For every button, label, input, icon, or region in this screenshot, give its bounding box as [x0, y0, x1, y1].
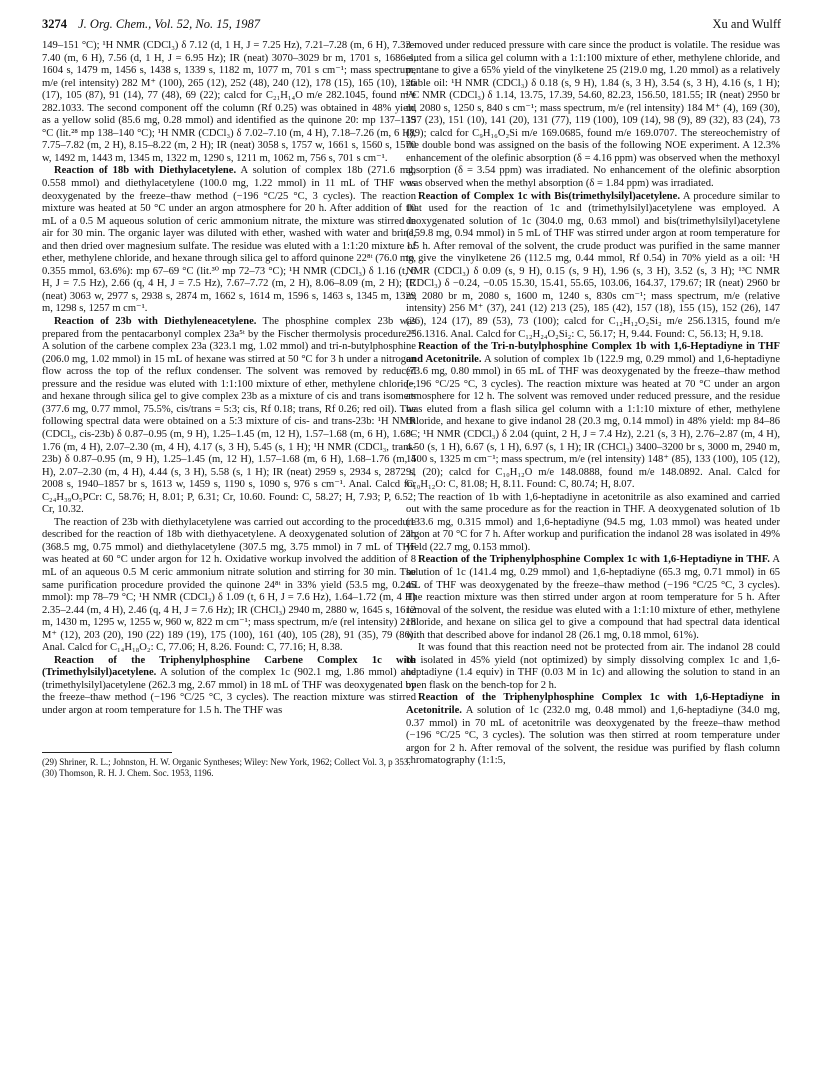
paragraph-heading: Reaction of 23b with Diethyleneacetylene.: [54, 316, 257, 328]
running-authors: Xu and Wulff: [712, 17, 781, 31]
paragraph-text: A solution of 1c (141.4 mg, 0.29 mmol) and 1,6-heptadiyne (65.3 mg, 0.71 mmol) in 65 mL of THF was deoxygenated by the freeze–thaw method (−196 °C/25 °C, 3 cycles). The reaction mixture was then stirred under argon at room temperature for 5 h. After removal of the solvent, the residue was eluted with a 1:1:10 mixture of ether, methylene chloride, and hexane on silica gel to give a compound that had spectral data identical with that described above for indanol 28 (26.1 mg, 0.18 mmol, 61%).: [406, 554, 780, 641]
paragraph: [406, 40, 780, 191]
paragraph: [406, 492, 780, 555]
paragraph-text: A solution of complex 1b (122.9 mg, 0.29 mmol) and 1,6-heptadiyne (73.6 mg, 0.80 mmol) in 65 mL of THF was deoxygenated by the freeze–thaw method (−196 °C/25 °C, 3 cycles). The reaction mixture was heated at 70 °C under an argon atmosphere for 12 h. The solvent was removed under reduced pressure, and the residue was eluted from a flash silica gel column with a 1:1:10 mixture of ether, methylene chloride, and hexane to give indanol 28 (20.3 mg, 0.14 mmol) in 48% yield: mp 84–86 °C; ¹H NMR (CDCl₃) δ 2.04 (quint, 2 H, J = 7.4 Hz), 2.21 (s, 3 H), 2.76–2.87 (m, 4 H), 4.50 (s, 1 H), 6.67 (s, 1 H), 6.97 (s, 1 H); IR (CHCl₃) 3400–3200 br s, 3000 m, 2940 m, 1500 s, 1325 m cm⁻¹; mass spectrum, m/e (rel intensity) 148⁺ (85), 133 (100), 105 (12), 91 (20); calcd for C₁₀H₁₂O m/e 148.0888, found m/e 148.0892. Anal. Calcd for C₁₀H₁₂O: C, 81.08; H, 8.11. Found: C, 80.74; H, 8.07.: [406, 353, 780, 491]
paragraph: [42, 316, 416, 517]
paragraph-text: It was found that this reaction need not be protected from air. The indanol 28 could be isolated in 45% yield (not optimized) by simply dissolving complex 1c and 1,6-heptadiyne (1.4 equiv) in THF (0.03 M in 1c) and allowing the solution to stand in an open flask on the bench-top for 2 h.: [406, 642, 780, 691]
paragraph-text: The reaction of 1b with 1,6-heptadiyne in acetonitrile as also examined and carried out with the same procedure as for the reaction in THF. A deoxygenated solution of 1b (133.6 mg, 0.315 mmol) and 1,6-heptadiyne (94.5 mg, 1.03 mmol) was heated under argon at 70 °C for 7 h. After workup and purification the indanol 28 was isolated in 49% yield (22.7 mg, 0.153 mmol).: [406, 491, 780, 553]
page-number: 3274: [42, 17, 67, 31]
paragraph: [42, 165, 416, 316]
paragraph-text: A solution of 1c (232.0 mg, 0.48 mmol) and 1,6-heptadiyne (34.0 mg, 0.37 mmol) in 70 mL of acetonitrile was deoxygenated by the freeze–thaw method (−196 °C/25 °C, 3 cycles). The solution was then stirred at room temperature under argon for 2 h. After removal of the solvent, the residue was purified by flash column chromatography (1:1:5,: [406, 704, 780, 767]
paragraph-heading: Reaction of the Triphenylphosphine Carbene Complex 1c with (Trimethylsilyl)acetylene.: [42, 654, 416, 679]
paragraph-heading: Reaction of Complex 1c with Bis(trimethylsilyl)acetylene.: [418, 190, 680, 202]
footnote-divider: [42, 752, 172, 753]
paragraph: [42, 655, 416, 718]
paragraph: [406, 191, 780, 342]
paragraph: [42, 40, 416, 165]
paragraph: [406, 341, 780, 492]
paragraph: [406, 642, 780, 692]
paragraph: [406, 692, 780, 767]
paragraph-text: A procedure similar to that used for the reaction of 1c and (trimethylsilyl)acetylene was employed. A deoxygenated solution of 1c (304.0 mg, 0.63 mmol) and bis(trimethylsilyl)acetylene (159.8 mg, 0.94 mmol) in 5 mL of THF was stirred under argon at room temperature for 1.5 h. After removal of the solvent, the crude product was purified in the same manner to give the vinylketene 26 (112.5 mg, 0.44 mmol, Rf 0.54) in 70% yield as a oil: ¹H NMR (CDCl₃) δ 0.09 (s, 9 H), 0.15 (s, 9 H), 1.96 (s, 3 H), 3.52 (s, 3 H); ¹³C NMR (CDCl₃) δ −0.24, −0.05 15.30, 15.41, 55.65, 103.06, 164.37, 179.67; IR (neat) 2960 br m, 2080 br m, 2080 s, 1600 m, 1240 s, 830s cm⁻¹; mass spectrum, m/e (relative intensity) 256 M⁺ (37), 241 (12) 213 (25), 185 (42), 157 (18), 155 (15), 152 (26), 147 (26), 124 (17), 89 (53), 73 (100); calcd for C₁₂H₁₂O₂Si₂ m/e 256.1315, found m/e 256.1316. Anal. Calcd for C₁₂H₂₄O₂Si₂: C, 56.17; H, 9.44. Found: C, 56.13; H, 9.18.: [406, 190, 780, 340]
running-header: [42, 14, 781, 34]
footnote-30: (30) Thomson, R. H. J. Chem. Soc. 1953, 1196.: [42, 767, 214, 778]
paragraph-text: The phosphine complex 23b was prepared from the pentacarbonyl complex 23a⁵ᵗ by the Fischer thermolysis procedure.⁶ᵈ A solution of the carbene complex 23a (323.1 mg, 1.02 mmol) and tri-n-butylphosphine (206.0 mg, 1.02 mmol) in 15 mL of hexane was stirred at 50 °C for 3 h under a nitrogen flow across the top of the reflux condenser. The solvent was removed by reduced pressure and the residue was eluted with 1:1:100 mixture of ether, methylene chloride, and hexane through silica gel to give complex 23b as a mixture of cis and trans isomers (377.6 mg, 0.77 mmol, 75.5%, cis/trans = 5:3; cis, Rf 0.18; trans, Rf 0.26; red oil). The following spectral data were obtained on a 5:3 mixture of cis- and trans-23b: ¹H NMR (CDCl₃, cis-23b) δ 0.87–0.95 (m, 9 H), 1.25–1.45 (m, 12 H), 1.57–1.68 (m, 6 H), 1.68–1.76 (m, 4 H), 2.07–2.30 (m, 4 H), 4.17 (s, 3 H), 5.45 (s, 1 H); ¹H NMR (CDCl₃, trans-23b) δ 0.87–0.95 (m, 9 H), 1.25–1.45 (m, 12 H), 1.57–1.68 (m, 6 H), 1.68–1.76 (m, 4 H), 2.07–2.30 (m, 4 H), 4.44 (s, 3 H), 5.58 (s, 1 H); IR (neat) 2959 s, 2934 s, 2872 s, 2008 s, 1940–1857 br s, 1613 w, 1459 s, 1190 s, 1090 s, 976 s cm⁻¹. Anal. Calcd for C₂₄H₃₉O₅PCr: C, 58.76; H, 8.01; P, 6.31; Cr, 10.60. Found: C, 58.27; H, 7.93; P, 6.52; Cr, 10.32.: [42, 316, 416, 516]
paragraph-heading: Reaction of 18b with Diethylacetylene.: [54, 165, 237, 177]
paragraph: [42, 517, 416, 655]
left-column: [42, 40, 416, 779]
paragraph-heading: Reaction of the Triphenylphosphine Complex 1c with 1,6-Heptadiyne in THF.: [418, 554, 770, 566]
right-column: [406, 40, 780, 768]
journal-citation: J. Org. Chem., Vol. 52, No. 15, 1987: [78, 17, 260, 31]
paragraph-text: 149–151 °C); ¹H NMR (CDCl₃) δ 7.12 (d, 1 H, J = 7.25 Hz), 7.21–7.28 (m, 6 H), 7.33–7.40 (m, 6 H), 7.56 (d, 1 H, J = 6.95 Hz); IR (neat) 3070–3029 br m, 1701 s, 1686 s, 1604 s, 1479 m, 1456 s, 1438 s, 1339 s, 1182 m, 1077 m, 701 s cm⁻¹; mass spectrum, m/e (rel intensity) 282 M⁺ (100), 265 (12), 252 (48), 240 (12), 178 (15), 165 (10), 126 (17), 105 (87), 91 (14), 77 (48), 69 (22); calcd for C₂₁H₁₄O m/e 282.1045, found m/e 282.1033. The second component off the column (Rf 0.25) was obtained in 48% yield as a yellow solid (85.6 mg, 0.28 mmol) and identified as the quinone 20: mp 137–139 °C (lit.²⁸ mp 138–140 °C); ¹H NMR (CDCl₃) δ 7.02–7.10 (m, 4 H), 7.18–7.26 (m, 6 H), 7.75–7.82 (m, 2 H), 8.15–8.22 (m, 2 H); IR (neat) 3058 s, 1757 w, 1661 s, 1560 s, 1570 w, 1492 m, 1443 m, 1345 m, 1322 m, 1290 s, 1211 m, 1062 m, 756 s, 701 s cm⁻¹.: [42, 40, 416, 164]
paragraph: [406, 554, 780, 642]
footnote-29: (29) Shriner, R. L.; Johnston, H. W. Organic Syntheses; Wiley: New York, 1962; Collect Vol. 3, p 353.: [42, 756, 411, 767]
paragraph-text: The reaction of 23b with diethylacetylene was carried out according to the procedure described for the reaction of 18b with diethyacetylene. A deoxygenated solution of 23b (368.5 mg, 0.75 mmol) and diethylacetylene (307.5 mg, 3.75 mmol) in 7 mL of THF was heated at 60 °C under argon for 12 h. Oxidative workup involved the addition of 8 mL of an aqueous 0.5 M ceric ammonium nitrate solution and stirring for 30 min. The same purification procedure provided the quinone 24⁸ᵗ in 33% yield (53.5 mg, 0.245 mmol): mp 78–79 °C; ¹H NMR (CDCl₃) δ 1.09 (t, 6 H, J = 7.6 Hz), 1.64–1.72 (m, 4 H) 2.35–2.44 (m, 4 H), 2.46 (q, 4 H, J = 7.6 Hz); IR (CHCl₃) 2940 m, 2880 w, 1645 s, 1612 m, 1430 m, 1295 w, 1255 w, 960 w, 822 m cm⁻¹; mass spectrum, m/e (rel intensity) 218 M⁺ (12), 203 (20), 190 (22) 189 (19), 175 (100), 161 (40), 105 (28), 91 (35), 79 (80). Anal. Calcd for C₁₄H₁₈O₂: C, 77.06; H, 8.26. Found: C, 77.16; H, 8.38.: [42, 516, 416, 654]
paragraph-text: A solution of the complex 1c (902.1 mg, 1.86 mmol) and (trimethylsilyl)acetylene (262.3 mg, 2.67 mmol) in 18 mL of THF was deoxygenated by the freeze–thaw method (−196 °C/25 °C, 3 cycles). The reaction mixture was stirred under argon at room temperature for 1.5 h. The THF was: [42, 667, 417, 716]
paragraph-text: removed under reduced pressure with care since the product is volatile. The residue was eluted from a silica gel column with a 1:1:100 mixture of ether, methylene chloride, and pentane to give a 65% yield of the vinylketene 25 (219.0 mg, 1.20 mmol) as a relatively stable oil: ¹H NMR (CDCl₃) δ 0.18 (s, 9 H), 1.84 (s, 3 H), 3.54 (s, 3 H), 4.16 (s, 1 H); ¹³C NMR (CDCl₃) δ 1.14, 13.75, 17.39, 54.60, 82.23, 156.50, 181.55; IR (neat) 2950 br m, 2080 s, 1250 s, 840 s cm⁻¹; mass spectrum, m/e (rel intensity) 184 M⁺ (4), 169 (30), 157 (23), 151 (10), 141 (20), 131 (77), 119 (100), 109 (14), 98 (9), 89 (32), 83 (24), 73 (89); calcd for C₉H₁₆O₂Si m/e 169.0685, found m/e 169.0707. The stereochemistry of the double bond was assigned on the basis of the following NOE experiment. A 12.3% enhancement of the olefinic absorption (δ = 4.16 ppm) was observed when the methoxyl absorption (δ = 3.54 ppm) was irradiated. No enhancement of the olefinic absorption was observed when the methyl absorption (δ = 1.84 ppm) was irradiated.: [406, 40, 780, 190]
paragraph-heading: Reaction of the Tri-n-butylphosphine Complex 1b with 1,6-Heptadiyne in THF and Acetonitrile.: [406, 341, 780, 365]
paragraph-heading: Reaction of the Triphenylphosphine Complex 1c with 1,6-Heptadiyne in Acetonitrile.: [406, 692, 780, 716]
paragraph-text: A solution of complex 18b (271.6 mg, 0.558 mmol) and diethylacetylene (100.0 mg, 1.22 mmol) in 11 mL of THF was deoxygenated by the freeze–thaw method (−196 °C/25 °C, 3 cycles). The reaction mixture was heated at 50 °C under an argon atmosphere for 20 h. After addition of 10 mL of a 0.5 M aqueous solution of ceric ammonium nitrate, the mixture was stirred in air for 30 min. The organic layer was diluted with ether, washed with water and brine, and then dried over magnesium sulfate. The residue was eluted with a 1:1:20 mixture of ether, methylene chloride, and hexane through silica gel to afford quinone 22⁸ᵗ (76.0 mg, 0.355 mmol, 63.6%): mp 67–69 °C (lit.³⁰ mp 72–73 °C); ¹H NMR (CDCl₃) δ 1.16 (t, 6 H, J = 7.5 Hz), 2.66 (q, 4 H, J = 7.5 Hz), 7.67–7.72 (m, 2 H), 8.06–8.09 (m, 2 H); IR (neat) 3063 w, 2977 s, 2938 s, 2874 m, 1662 s, 1614 m, 1596 s, 1463 s, 1345 m, 1329 m, 1298 s, 1257 m cm⁻¹.: [42, 165, 417, 315]
